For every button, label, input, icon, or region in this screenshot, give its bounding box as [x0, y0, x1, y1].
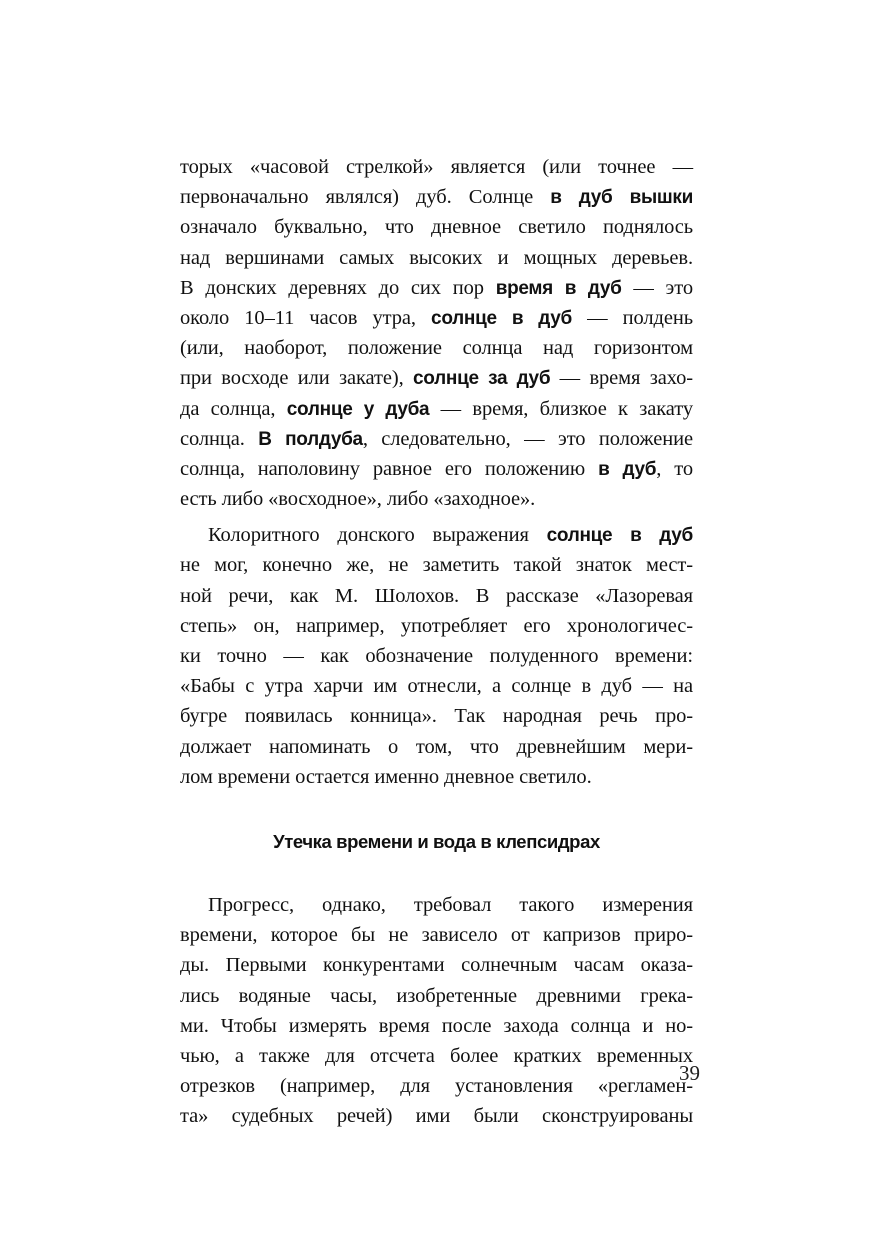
text-line: не мог, конечно же, не заметить такой знаток мест- — [180, 554, 693, 577]
text-line: означало буквально, что дневное светило поднялось — [180, 216, 693, 239]
text-line: Колоритного донского выражения солнце в дуб — [208, 524, 693, 547]
text-line: чью, а также для отсчета более кратких временных — [180, 1044, 693, 1067]
text-line: ды. Первыми конкурентами солнечным часам оказа- — [180, 954, 693, 977]
text-line: да солнца, солнце у дуба — время, близкое к закату — [180, 397, 693, 420]
page-number: 39 — [679, 1061, 700, 1085]
book-page — [180, 152, 693, 1131]
text-line: должает напоминать о том, что древнейшим мери- — [180, 735, 693, 758]
text-line: торых «часовой стрелкой» является (или точнее — — [180, 156, 693, 178]
text-line: степь» он, например, употребляет его хронологичес- — [180, 614, 693, 637]
text-line: та» судебных речей) ими были сконструированы — [180, 1105, 693, 1128]
text-line: ной речи, как М. Шолохов. В рассказе «Лазоревая — [180, 584, 693, 607]
text-line: над вершинами самых высоких и мощных деревьев. — [180, 246, 693, 269]
text-line: солнца, наполовину равное его положению в дуб, то — [180, 457, 693, 480]
text-line: есть либо «восходное», либо «заходное». — [180, 488, 536, 511]
text-line: при восходе или закате), солнце за дуб — время захо- — [180, 367, 693, 390]
text-line: бугре появилась конница». Так народная речь про- — [180, 705, 693, 728]
text-line: В донских деревнях до сих пор время в дуб — это — [180, 276, 693, 299]
paragraph-3 — [180, 890, 693, 1132]
text-line: Прогресс, однако, требовал такого измерения — [208, 893, 693, 916]
text-line: (или, наоборот, положение солнца над горизонтом — [180, 337, 693, 360]
paragraph-1 — [180, 152, 693, 514]
text-line: ки точно — как обозначение полуденного времени: — [180, 645, 693, 667]
text-line: времени, которое бы не зависело от капризов приро- — [180, 924, 693, 947]
text-line: около 10–11 часов утра, солнце в дуб — полдень — [180, 306, 694, 329]
text-line: первоначально являлся) дуб. Солнце в дуб вышки — [180, 186, 694, 209]
text-line: лись водяные часы, изобретенные древними грека- — [180, 984, 693, 1007]
text-line: солнца. В полдуба, следовательно, — это положение — [180, 427, 693, 450]
text-line: лом времени остается именно дневное светило. — [180, 765, 592, 788]
text-line: «Бабы с утра харчи им отнесли, а солнце в дуб — на — [180, 675, 693, 698]
text-line: ми. Чтобы измерять время после захода солнца и но- — [180, 1014, 693, 1037]
section-heading: Утечка времени и вода в клепсидрах — [273, 830, 600, 852]
paragraph-2 — [180, 520, 693, 792]
text-line: отрезков (например, для установления «регламен- — [180, 1075, 693, 1098]
